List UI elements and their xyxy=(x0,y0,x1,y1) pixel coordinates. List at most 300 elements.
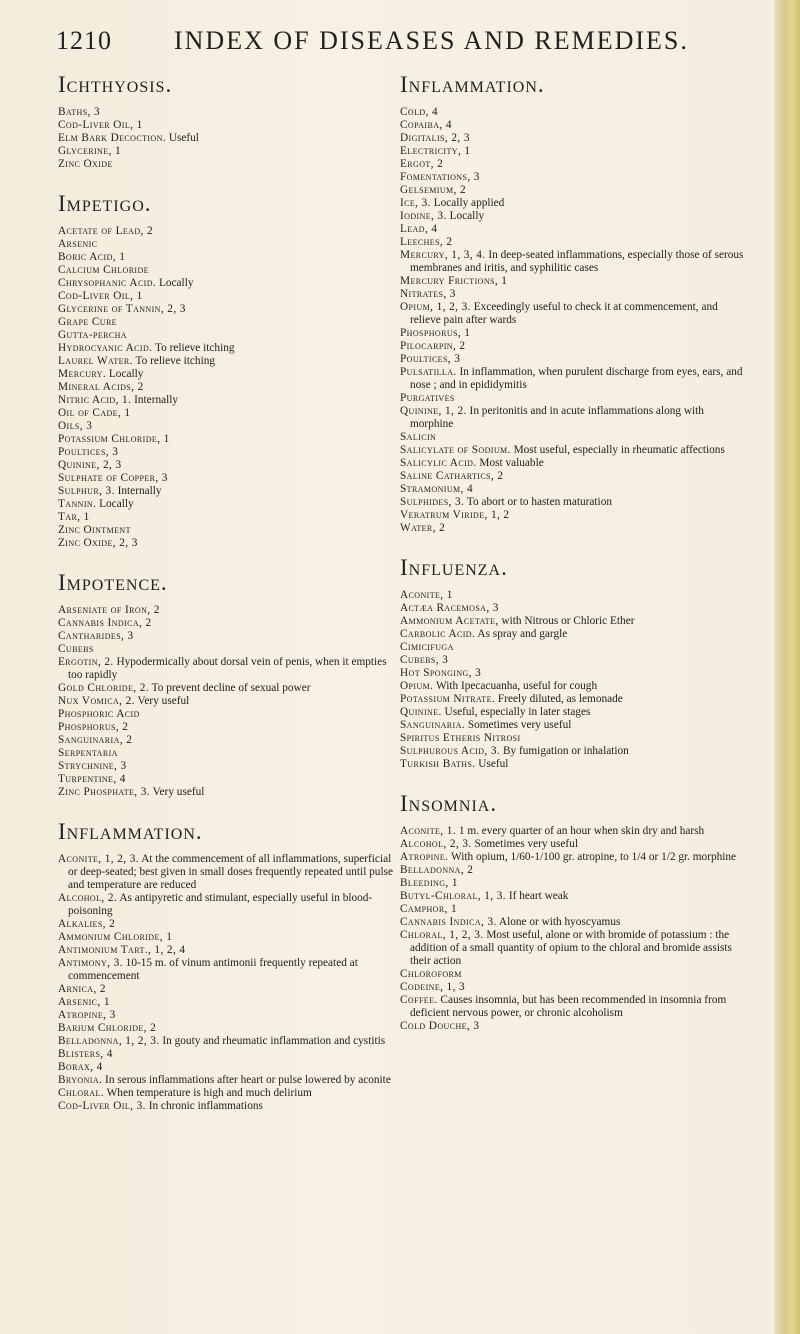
index-entry xyxy=(400,667,746,680)
remedy-note: Locally xyxy=(106,368,144,380)
left-column xyxy=(58,62,396,1113)
remedy-name: Chloroform xyxy=(400,968,462,980)
index-entry xyxy=(58,1035,396,1048)
remedy-note: Exceedingly useful to check it at commencement, and relieve pain after wards xyxy=(410,301,718,326)
remedy-note: With opium, 1/60-1/100 gr. atropine, to 1/4 or 1/2 gr. morphine xyxy=(448,851,737,863)
remedy-name: Tar, 1 xyxy=(58,511,90,523)
index-entry xyxy=(400,602,746,615)
index-entry xyxy=(58,524,396,537)
index-entry xyxy=(400,223,746,236)
remedy-note: Very useful xyxy=(134,695,190,707)
index-entry xyxy=(400,431,746,444)
remedy-name: Aconite, 1. xyxy=(400,825,457,837)
index-entry xyxy=(400,968,746,981)
remedy-name: Quinine, 1, 2. xyxy=(400,405,467,417)
remedy-note: Useful xyxy=(166,132,199,144)
remedy-name: Arseniate of Iron, 2 xyxy=(58,604,160,616)
index-entry xyxy=(400,327,746,340)
remedy-note: When temperature is high and much delirium xyxy=(104,1087,312,1099)
remedy-name: Sanguinaria. xyxy=(400,719,466,731)
remedy-note: In chronic inflammations xyxy=(145,1100,263,1112)
remedy-name: Leeches, 2 xyxy=(400,236,453,248)
index-entry xyxy=(58,355,396,368)
index-entry xyxy=(58,773,396,786)
index-entry xyxy=(400,522,746,535)
section-heading: Impetigo. xyxy=(58,191,152,216)
index-entry xyxy=(400,615,746,628)
remedy-name: Cod-Liver Oil, 1 xyxy=(58,119,143,131)
remedy-note: Locally xyxy=(156,277,194,289)
index-entry xyxy=(58,368,396,381)
remedy-name: Chloral. xyxy=(58,1087,105,1099)
remedy-name: Poultices, 3 xyxy=(400,353,461,365)
remedy-name: Potassium Chloride, 1 xyxy=(58,433,170,445)
remedy-note: As antipyretic and stimulant, especially useful in blood-poisoning xyxy=(68,892,373,917)
remedy-name: Cannabis Indica, 3. xyxy=(400,916,497,928)
index-section xyxy=(58,819,396,1113)
remedy-name: Lead, 4 xyxy=(400,223,438,235)
remedy-note: At the commencement of all inflammations, superficial or deep-seated; best given in small doses frequently repeated until pulse and temperature are reduced xyxy=(68,853,394,891)
remedy-name: Carbolic Acid. xyxy=(400,628,476,640)
remedy-name: Spiritus Etheris Nitrosi xyxy=(400,732,521,744)
index-entry xyxy=(400,132,746,145)
remedy-name: Oil of Cade, 1 xyxy=(58,407,131,419)
index-entry xyxy=(58,329,396,342)
remedy-name: Tannin. xyxy=(58,498,97,510)
remedy-note: Very useful xyxy=(150,786,205,798)
index-entry xyxy=(58,1061,396,1074)
remedy-name: Salicylate of Sodium. xyxy=(400,444,511,456)
remedy-note: Sometimes very useful xyxy=(465,719,572,731)
remedy-name: Pilocarpin, 2 xyxy=(400,340,466,352)
index-entry xyxy=(58,225,396,238)
remedy-name: Alcohol, 2, 3. xyxy=(400,838,472,850)
remedy-name: Copaiba, 4 xyxy=(400,119,452,131)
index-entry xyxy=(58,537,396,550)
remedy-name: Phosphoric Acid xyxy=(58,708,140,720)
index-entry xyxy=(58,511,396,524)
remedy-note: In inflammation, when purulent discharge from eyes, ears, and nose ; and in epididymitis xyxy=(410,366,743,391)
remedy-note: To relieve itching xyxy=(132,355,216,367)
index-entry xyxy=(400,509,746,522)
remedy-name: Oils, 3 xyxy=(58,420,93,432)
index-section xyxy=(400,555,746,771)
index-entry xyxy=(58,1074,396,1087)
remedy-name: Cannabis Indica, 2 xyxy=(58,617,152,629)
index-entry xyxy=(58,996,396,1009)
remedy-name: Gold Chloride, 2. xyxy=(58,682,149,694)
index-entry xyxy=(58,238,396,251)
index-section xyxy=(58,191,396,550)
index-entry xyxy=(400,210,746,223)
running-title: INDEX OF DISEASES AND REMEDIES. xyxy=(174,26,689,55)
remedy-name: Saline Cathartics, 2 xyxy=(400,470,504,482)
section-spacer xyxy=(400,535,746,545)
index-entry xyxy=(58,695,396,708)
index-entry xyxy=(58,145,396,158)
remedy-note: In deep-seated inflammations, especially those of serous membranes and iritis, and syphilitic cases xyxy=(410,249,744,274)
remedy-name: Mineral Acids, 2 xyxy=(58,381,144,393)
index-entry xyxy=(400,145,746,158)
index-entry xyxy=(400,288,746,301)
remedy-name: Hydrocyanic Acid. xyxy=(58,342,153,354)
index-entry xyxy=(400,628,746,641)
remedy-name: Codeine, 1, 3 xyxy=(400,981,466,993)
remedy-name: Atropine, 3 xyxy=(58,1009,116,1021)
remedy-name: Sanguinaria, 2 xyxy=(58,734,133,746)
remedy-name: Turkish Baths. xyxy=(400,758,476,770)
remedy-note: Alone or with hyoscyamus xyxy=(496,916,621,928)
index-entry xyxy=(400,301,746,327)
page-number: 1210 xyxy=(56,26,112,55)
right-column xyxy=(400,62,746,1033)
remedy-name: Ice, 3. xyxy=(400,197,431,209)
remedy-name: Zinc Oxide, 2, 3 xyxy=(58,537,138,549)
remedy-note: Sometimes very useful xyxy=(471,838,578,850)
remedy-note: Most useful, especially in rheumatic affections xyxy=(510,444,725,456)
index-entry xyxy=(400,275,746,288)
index-entry xyxy=(58,251,396,264)
page-edge xyxy=(774,0,800,1334)
remedy-name: Belladonna, 1, 2, 3. xyxy=(58,1035,160,1047)
remedy-name: Nitric Acid, 1. xyxy=(58,394,132,406)
remedy-note: As spray and gargle xyxy=(475,628,568,640)
index-entry xyxy=(58,1022,396,1035)
index-entry xyxy=(58,106,396,119)
index-entry xyxy=(58,407,396,420)
index-entry xyxy=(400,864,746,877)
remedy-name: Iodine, 3. xyxy=(400,210,447,222)
remedy-name: Bleeding, 1 xyxy=(400,877,458,889)
section-heading: Inflammation. xyxy=(58,819,203,844)
remedy-note: To prevent decline of sexual power xyxy=(149,682,311,694)
remedy-name: Potassium Nitrate. xyxy=(400,693,496,705)
index-entry xyxy=(400,916,746,929)
remedy-name: Serpentaria xyxy=(58,747,118,759)
remedy-name: Cubebs xyxy=(58,643,94,655)
index-entry xyxy=(58,394,396,407)
remedy-note: Freely diluted, as lemonade xyxy=(495,693,623,705)
index-entry xyxy=(58,1009,396,1022)
index-entry xyxy=(58,734,396,747)
remedy-name: Gelsemium, 2 xyxy=(400,184,467,196)
index-entry xyxy=(58,1087,396,1100)
remedy-name: Zinc Phosphate, 3. xyxy=(58,786,151,798)
index-entry xyxy=(58,277,396,290)
remedy-name: Glycerine, 1 xyxy=(58,145,122,157)
remedy-note: Locally xyxy=(446,210,485,222)
running-header xyxy=(56,24,756,58)
remedy-name: Cimicifuga xyxy=(400,641,454,653)
remedy-name: Digitalis, 2, 3 xyxy=(400,132,470,144)
remedy-note: Locally xyxy=(96,498,134,510)
section-spacer xyxy=(58,550,396,560)
index-entry xyxy=(400,903,746,916)
remedy-name: Sulphides, 3. xyxy=(400,496,465,508)
index-entry xyxy=(400,890,746,903)
index-entry xyxy=(400,994,746,1020)
index-entry xyxy=(400,680,746,693)
remedy-name: Salicin xyxy=(400,431,437,443)
index-entry xyxy=(58,983,396,996)
index-entry xyxy=(400,1020,746,1033)
remedy-name: Opium. xyxy=(400,680,434,692)
index-entry xyxy=(58,892,396,918)
remedy-note: Hypodermically about dorsal vein of penis, when it empties too rapidly xyxy=(68,656,387,681)
index-entry xyxy=(58,931,396,944)
index-entry xyxy=(58,630,396,643)
index-entry xyxy=(400,470,746,483)
remedy-name: Arsenic xyxy=(58,238,98,250)
index-section xyxy=(58,72,396,171)
index-entry xyxy=(400,825,746,838)
remedy-name: Alcohol, 2. xyxy=(58,892,118,904)
remedy-name: Nitrates, 3 xyxy=(400,288,456,300)
index-entry xyxy=(400,496,746,509)
remedy-note: Internally xyxy=(114,485,162,497)
remedy-name: Quinine. xyxy=(400,706,442,718)
remedy-name: Glycerine of Tannin, 2, 3 xyxy=(58,303,186,315)
remedy-name: Arsenic, 1 xyxy=(58,996,110,1008)
index-entry xyxy=(400,353,746,366)
index-entry xyxy=(400,758,746,771)
remedy-name: Fomentations, 3 xyxy=(400,171,480,183)
remedy-name: Mercury, 1, 3, 4. xyxy=(400,249,486,261)
remedy-name: Bryonia. xyxy=(58,1074,103,1086)
section-heading: Insomnia. xyxy=(400,791,498,816)
remedy-name: Water, 2 xyxy=(400,522,446,534)
index-entry xyxy=(400,877,746,890)
index-entry xyxy=(58,853,396,892)
remedy-note: Useful xyxy=(475,758,509,770)
index-entry xyxy=(58,498,396,511)
remedy-name: Barium Chloride, 2 xyxy=(58,1022,157,1034)
index-entry xyxy=(400,719,746,732)
remedy-name: Ammonium Acetate, xyxy=(400,615,499,627)
remedy-name: Purgatives xyxy=(400,392,455,404)
index-entry xyxy=(400,483,746,496)
index-entry xyxy=(400,732,746,745)
remedy-name: Poultices, 3 xyxy=(58,446,119,458)
index-entry xyxy=(58,721,396,734)
index-entry xyxy=(58,119,396,132)
remedy-note: Useful, especially in later stages xyxy=(441,706,591,718)
section-heading: Impotence. xyxy=(58,570,168,595)
remedy-note: In serous inflammations after heart or pulse lowered by aconite xyxy=(102,1074,391,1086)
remedy-name: Opium, 1, 2, 3. xyxy=(400,301,471,313)
remedy-name: Ammonium Chloride, 1 xyxy=(58,931,173,943)
remedy-name: Zinc Ointment xyxy=(58,524,131,536)
remedy-name: Turpentine, 4 xyxy=(58,773,126,785)
index-entry xyxy=(58,918,396,931)
index-entry xyxy=(400,249,746,275)
index-entry xyxy=(58,747,396,760)
remedy-name: Calcium Chloride xyxy=(58,264,149,276)
index-entry xyxy=(58,786,396,799)
remedy-name: Cold Douche, 3 xyxy=(400,1020,480,1032)
remedy-note: In gouty and rheumatic inflammation and cystitis xyxy=(159,1035,386,1047)
remedy-name: Zinc Oxide xyxy=(58,158,113,170)
remedy-name: Strychnine, 3 xyxy=(58,760,127,772)
index-entry xyxy=(400,119,746,132)
remedy-name: Baths, 3 xyxy=(58,106,101,118)
index-entry xyxy=(58,1048,396,1061)
remedy-name: Acetate of Lead, 2 xyxy=(58,225,154,237)
index-entry xyxy=(400,236,746,249)
index-section xyxy=(400,72,746,535)
remedy-name: Borax, 4 xyxy=(58,1061,103,1073)
index-entry xyxy=(58,485,396,498)
remedy-name: Cod-Liver Oil, 1 xyxy=(58,290,143,302)
index-entry xyxy=(400,444,746,457)
remedy-note: In peritonitis and in acute inflammations along with morphine xyxy=(410,405,704,430)
index-entry xyxy=(400,981,746,994)
remedy-name: Mercury Frictions, 1 xyxy=(400,275,508,287)
remedy-name: Antimony, 3. xyxy=(58,957,123,969)
remedy-name: Aconite, 1, 2, 3. xyxy=(58,853,140,865)
remedy-note: By fumigation or inhalation xyxy=(500,745,629,757)
remedy-note: 1 m. every quarter of an hour when skin dry and harsh xyxy=(456,825,705,837)
section-spacer xyxy=(400,771,746,781)
remedy-name: Quinine, 2, 3 xyxy=(58,459,122,471)
section-heading: Influenza. xyxy=(400,555,508,580)
index-entry xyxy=(400,366,746,392)
remedy-name: Laurel Water. xyxy=(58,355,133,367)
index-entry xyxy=(58,617,396,630)
remedy-name: Camphor, 1 xyxy=(400,903,458,915)
remedy-name: Nux Vomica, 2. xyxy=(58,695,135,707)
index-entry xyxy=(58,708,396,721)
index-entry xyxy=(400,392,746,405)
remedy-name: Stramonium, 4 xyxy=(400,483,474,495)
index-entry xyxy=(58,1100,396,1113)
index-entry xyxy=(58,760,396,773)
remedy-name: Salicylic Acid. xyxy=(400,457,477,469)
remedy-name: Sulphur, 3. xyxy=(58,485,115,497)
remedy-name: Sulphurous Acid, 3. xyxy=(400,745,501,757)
remedy-name: Gutta-percha xyxy=(58,329,127,341)
index-entry xyxy=(400,197,746,210)
remedy-note: Most useful, alone or with bromide of potassium : the addition of a small quantity of opium to the chloral and bromide assists their action xyxy=(410,929,732,967)
remedy-name: Aconite, 1 xyxy=(400,589,453,601)
index-entry xyxy=(58,604,396,617)
remedy-name: Veratrum Viride, 1, 2 xyxy=(400,509,510,521)
remedy-name: Ergotin, 2. xyxy=(58,656,114,668)
remedy-note: Internally xyxy=(131,394,179,406)
remedy-note: with Nitrous or Chloric Ether xyxy=(498,615,635,627)
index-entry xyxy=(58,316,396,329)
remedy-name: Hot Sponging, 3 xyxy=(400,667,482,679)
index-entry xyxy=(400,340,746,353)
index-section xyxy=(400,791,746,1033)
remedy-name: Actæa Racemosa, 3 xyxy=(400,602,499,614)
remedy-note: With Ipecacuanha, useful for cough xyxy=(433,680,598,692)
index-entry xyxy=(58,132,396,145)
index-entry xyxy=(58,381,396,394)
remedy-name: Boric Acid, 1 xyxy=(58,251,126,263)
section-heading: Inflammation. xyxy=(400,72,545,97)
remedy-name: Sulphate of Copper, 3 xyxy=(58,472,168,484)
index-entry xyxy=(400,929,746,968)
remedy-name: Atropine. xyxy=(400,851,449,863)
remedy-note: Locally applied xyxy=(430,197,505,209)
remedy-name: Cod-Liver Oil, 3. xyxy=(58,1100,146,1112)
section-heading: Ichthyosis. xyxy=(58,72,173,97)
remedy-name: Cantharides, 3 xyxy=(58,630,134,642)
index-entry xyxy=(400,457,746,470)
index-entry xyxy=(58,682,396,695)
index-entry xyxy=(58,656,396,682)
index-entry xyxy=(400,158,746,171)
remedy-note: To abort or to hasten maturation xyxy=(464,496,612,508)
index-entry xyxy=(400,641,746,654)
index-entry xyxy=(58,957,396,983)
remedy-name: Pulsatilla. xyxy=(400,366,457,378)
index-entry xyxy=(400,654,746,667)
remedy-name: Electricity, 1 xyxy=(400,145,471,157)
index-entry xyxy=(58,420,396,433)
remedy-note: Most valuable xyxy=(476,457,544,469)
remedy-note: To relieve itching xyxy=(152,342,235,354)
index-entry xyxy=(58,342,396,355)
index-entry xyxy=(58,944,396,957)
section-spacer xyxy=(58,171,396,181)
remedy-note: Causes insomnia, but has been recommended in insomnia from deficient nervous power, or chronic alcoholism xyxy=(410,994,727,1019)
remedy-name: Chloral, 1, 2, 3. xyxy=(400,929,484,941)
remedy-name: Belladonna, 2 xyxy=(400,864,474,876)
remedy-name: Mercury. xyxy=(58,368,107,380)
remedy-name: Ergot, 2 xyxy=(400,158,444,170)
index-entry xyxy=(400,745,746,758)
index-entry xyxy=(400,589,746,602)
remedy-name: Chrysophanic Acid. xyxy=(58,277,157,289)
remedy-name: Phosphorus, 2 xyxy=(58,721,129,733)
remedy-name: Butyl-Chloral, 1, 3. xyxy=(400,890,507,902)
index-entry xyxy=(400,838,746,851)
remedy-name: Antimonium Tart., 1, 2, 4 xyxy=(58,944,186,956)
index-entry xyxy=(58,290,396,303)
index-entry xyxy=(400,171,746,184)
index-entry xyxy=(58,446,396,459)
index-entry xyxy=(400,106,746,119)
remedy-name: Blisters, 4 xyxy=(58,1048,113,1060)
index-entry xyxy=(58,433,396,446)
index-entry xyxy=(58,643,396,656)
remedy-name: Coffee. xyxy=(400,994,438,1006)
index-section xyxy=(58,570,396,799)
remedy-note: 10-15 m. of vinum antimonii frequently repeated at commencement xyxy=(68,957,358,982)
remedy-name: Elm Bark Decoction. xyxy=(58,132,166,144)
remedy-name: Cold, 4 xyxy=(400,106,439,118)
remedy-name: Cubebs, 3 xyxy=(400,654,449,666)
index-entry xyxy=(58,264,396,277)
remedy-name: Grape Cure xyxy=(58,316,117,328)
index-entry xyxy=(400,706,746,719)
index-entry xyxy=(400,851,746,864)
remedy-name: Phosphorus, 1 xyxy=(400,327,471,339)
index-entry xyxy=(58,472,396,485)
index-entry xyxy=(400,405,746,431)
remedy-name: Alkalies, 2 xyxy=(58,918,116,930)
index-entry xyxy=(400,184,746,197)
index-entry xyxy=(400,693,746,706)
index-entry xyxy=(58,158,396,171)
section-spacer xyxy=(58,799,396,809)
index-entry xyxy=(58,303,396,316)
remedy-note: If heart weak xyxy=(506,890,569,902)
remedy-name: Arnica, 2 xyxy=(58,983,106,995)
index-entry xyxy=(58,459,396,472)
